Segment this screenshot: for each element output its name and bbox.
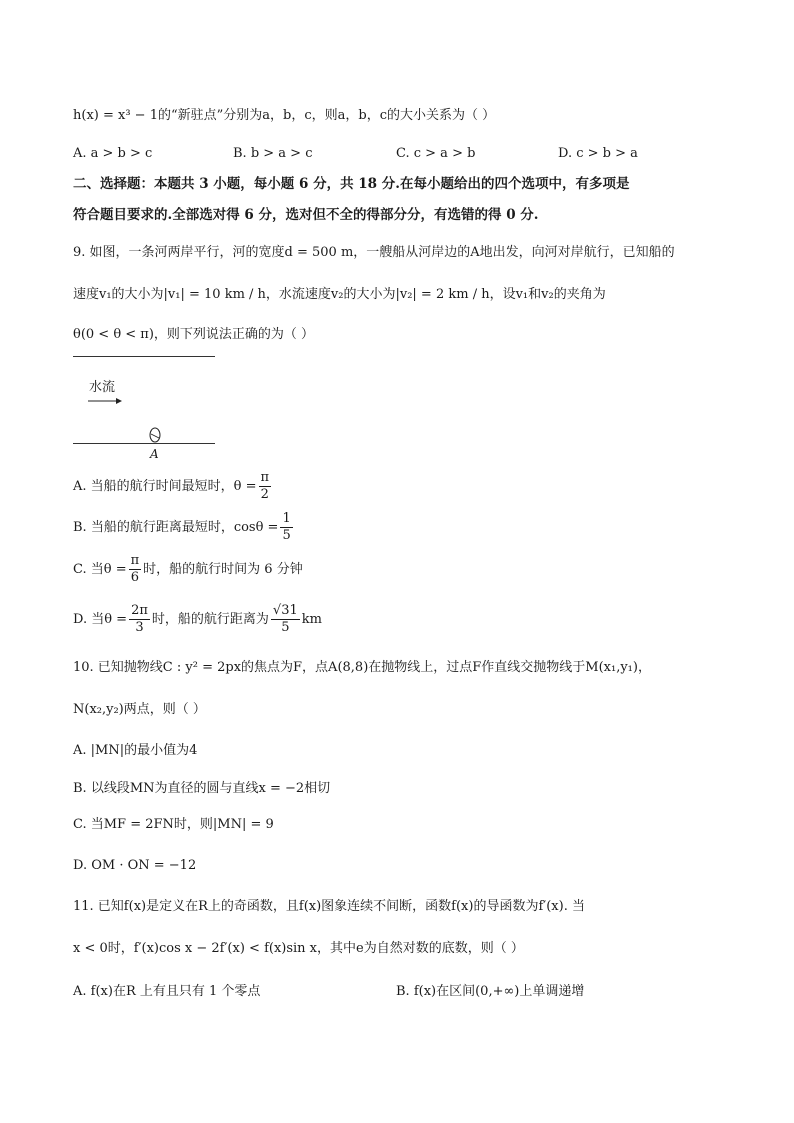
section2-heading-line2: 符合题目要求的.全部选对得 6 分，选对但不全的得部分分，有选错的得 0 分. [73,207,539,223]
q8-tail-line: h(x) = x³ − 1的“新驻点”分别为a，b，c，则a，b，c的大小关系为（ ） [73,108,496,123]
q9-option-d-unit: km [301,612,322,627]
q10-option-b[interactable]: B. 以线段MN为直径的圆与直线x = −2相切 [73,781,331,796]
q9-option-c-text-end: 时，船的航行时间为 6 分钟 [143,562,303,577]
q11-option-a[interactable]: A. f(x)在R 上有且只有 1 个零点 [73,984,261,999]
q9-option-a-text: A. 当船的航行时间最短时，θ = [73,479,257,494]
q9-line3: θ(0 < θ < π)，则下列说法正确的为（ ） [73,327,315,342]
q9-option-c[interactable] [73,553,303,586]
q8-option-d[interactable]: D. c > b > a [558,146,638,161]
q8-option-b[interactable]: B. b > a > c [233,146,313,161]
river-bank-bottom [73,443,215,444]
q9-option-d-fraction: $\frac{2\pi}{3}$ [131,603,148,635]
q11-line1: 11. 已知f(x)是定义在R上的奇函数，且f(x)图象连续不间断，函数f(x)的导函数为f′(x). 当 [73,899,585,914]
river-bank-top [73,356,215,357]
q9-option-d-fraction-2: $\frac{√31}{5}$ [272,603,298,635]
q9-option-d[interactable] [73,603,322,636]
boat-icon [147,426,163,444]
water-current-label: 水流 [89,380,116,395]
q9-option-c-text: C. 当θ = [73,562,127,577]
q10-line1: 10. 已知抛物线C : y² = 2px的焦点为F，点A(8,8)在抛物线上，过点F作直线交抛物线于M(x₁,y₁)， [73,660,651,675]
q10-option-d[interactable]: D. OM · ON = −12 [73,858,197,873]
q9-option-a-fraction: $\frac{\pi}{2}$ [260,470,270,502]
q10-option-a[interactable]: A. |MN|的最小值为4 [73,743,198,758]
water-current-arrow-icon [88,396,122,406]
q9-option-b[interactable] [73,511,295,544]
q9-line1: 9. 如图，一条河两岸平行，河的宽度d = 500 m，一艘船从河岸边的A地出发，向河对岸航行，已知船的 [73,245,675,260]
section2-heading-line1: 二、选择题：本题共 3 小题，每小题 6 分，共 18 分.在每小题给出的四个选项中，有多项是 [73,176,630,192]
q9-option-b-fraction: $\frac{1}{5}$ [282,511,291,543]
point-a-label: A [150,447,159,461]
q9-option-a[interactable] [73,470,273,503]
q9-option-d-text: D. 当θ = [73,612,128,627]
q8-option-c[interactable]: C. c > a > b [396,146,476,161]
q9-option-c-fraction: $\frac{\pi}{6}$ [130,553,140,585]
q11-line2: x < 0时，f′(x)cos x − 2f′(x) < f(x)sin x，其中e为自然对数的底数，则（ ） [73,941,524,956]
q11-option-b[interactable]: B. f(x)在区间(0,+∞)上单调递增 [396,984,585,999]
q10-line2: N(x₂,y₂)两点，则（ ） [73,702,206,717]
q8-option-a[interactable]: A. a > b > c [73,146,153,161]
q9-line2: 速度v₁的大小为|v₁| = 10 km / h，水流速度v₂的大小为|v₂| = 2 km / h，设v₁和v₂的夹角为 [73,287,606,302]
q10-option-c[interactable]: C. 当MF = 2FN时，则|MN| = 9 [73,817,274,832]
q9-option-b-text: B. 当船的航行距离最短时，cosθ = [73,520,279,535]
q9-option-d-text-mid: 时，船的航行距离为 [151,612,269,627]
